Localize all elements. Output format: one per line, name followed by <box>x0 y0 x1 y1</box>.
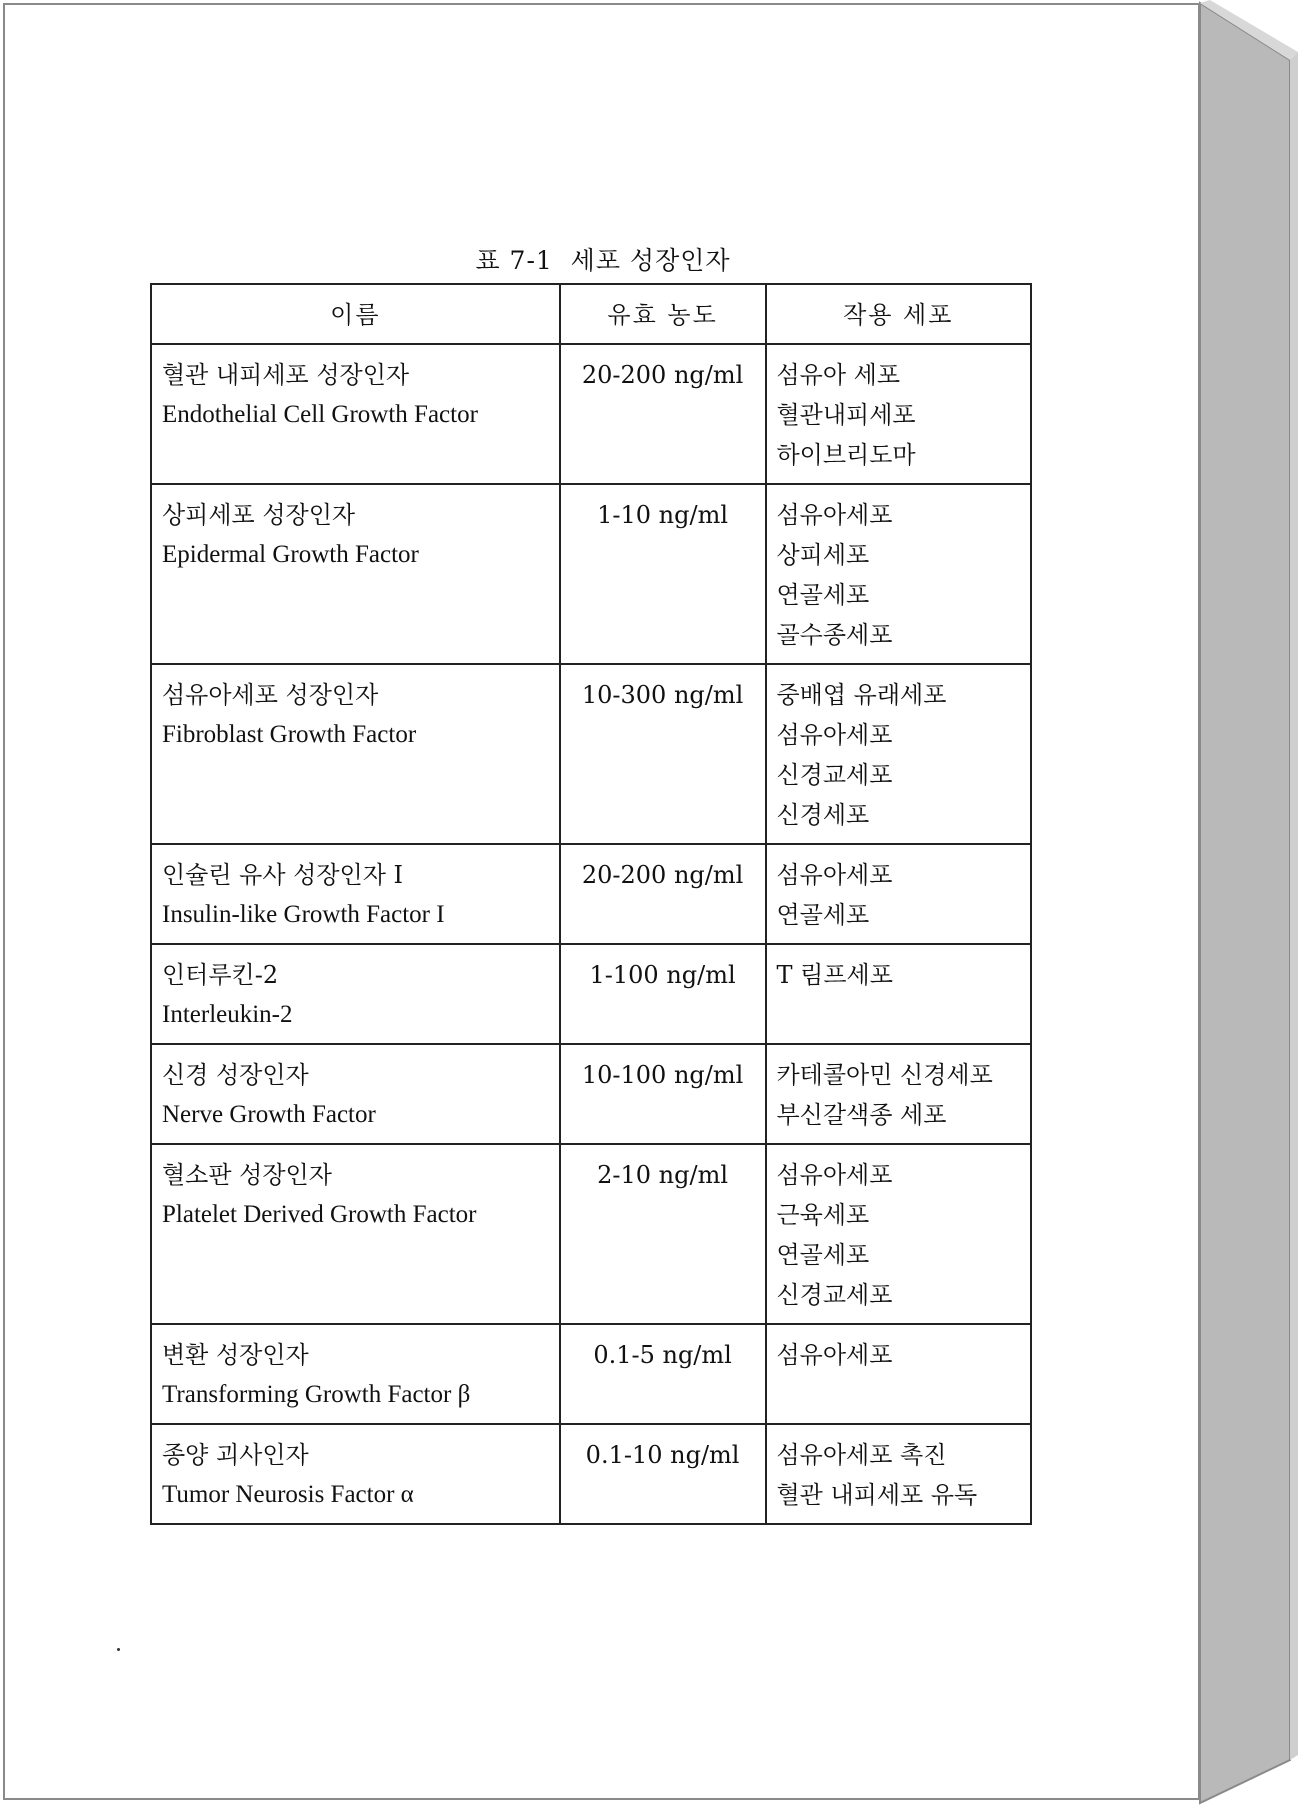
table-row <box>151 844 1031 944</box>
target-cells-cell <box>766 844 1032 944</box>
table-row <box>151 1144 1031 1324</box>
target-cell-item: 신경교세포 <box>776 761 893 789</box>
target-cell-item: 상피세포 <box>776 541 870 569</box>
factor-name-cell <box>151 1044 560 1144</box>
factor-name-korean: 섬유아세포 성장인자 <box>162 681 379 709</box>
target-cell-item: 연골세포 <box>776 581 870 609</box>
table-body <box>151 344 1031 1524</box>
effective-concentration: 0.1-5 ng/ml <box>560 1324 766 1424</box>
target-cell-item: 신경교세포 <box>776 1281 893 1309</box>
table-row <box>151 484 1031 664</box>
target-cell-item: 섬유아세포 <box>776 861 893 889</box>
target-cell-item: 부신갈색종 세포 <box>776 1101 947 1129</box>
table-row <box>151 664 1031 844</box>
target-cell-item: 하이브리도마 <box>776 441 916 469</box>
target-cell-item: 중배엽 유래세포 <box>776 681 947 709</box>
target-cell-item: 근육세포 <box>776 1201 870 1229</box>
table-row <box>151 344 1031 484</box>
growth-factor-table <box>150 283 1032 1525</box>
target-cells-cell <box>766 1144 1032 1324</box>
target-cell-item: 섬유아세포 <box>776 721 893 749</box>
factor-name-korean: 혈관 내피세포 성장인자 <box>162 361 410 389</box>
target-cells-cell <box>766 344 1032 484</box>
effective-concentration: 20-200 ng/ml <box>560 344 766 484</box>
factor-name-english: Insulin-like Growth Factor I <box>162 901 445 928</box>
effective-concentration: 10-300 ng/ml <box>560 664 766 844</box>
target-cell-item: 신경세포 <box>776 801 870 829</box>
target-cell-item: 혈관내피세포 <box>776 401 916 429</box>
speck <box>117 1648 120 1651</box>
factor-name-english: Fibroblast Growth Factor <box>162 721 417 748</box>
factor-name-korean: 종양 괴사인자 <box>162 1441 309 1469</box>
target-cells-cell <box>766 1044 1032 1144</box>
factor-name-korean: 인터루킨-2 <box>162 961 279 989</box>
header-target-cells: 작용 세포 <box>766 284 1032 344</box>
factor-name-cell <box>151 944 560 1044</box>
target-cell-item: 섬유아세포 <box>776 501 893 529</box>
target-cells-cell <box>766 1324 1032 1424</box>
factor-name-cell <box>151 344 560 484</box>
table-caption: 표 7-1 세포 성장인자 <box>475 246 731 275</box>
effective-concentration: 1-10 ng/ml <box>560 484 766 664</box>
factor-name-cell <box>151 1424 560 1524</box>
table-row <box>151 944 1031 1044</box>
target-cell-item: 섬유아세포 <box>776 1161 893 1189</box>
page-stack-edge <box>1198 0 1304 1806</box>
target-cell-item: 연골세포 <box>776 901 870 929</box>
table-header-row <box>151 284 1031 344</box>
target-cell-item: T 림프세포 <box>776 961 893 989</box>
target-cells-cell <box>766 944 1032 1044</box>
factor-name-korean: 혈소판 성장인자 <box>162 1161 332 1189</box>
header-name: 이름 <box>151 284 560 344</box>
target-cell-item: 혈관 내피세포 유독 <box>776 1481 978 1509</box>
factor-name-cell <box>151 484 560 664</box>
target-cell-item: 섬유아세포 <box>776 1341 893 1369</box>
target-cells-cell <box>766 484 1032 664</box>
factor-name-english: Tumor Neurosis Factor α <box>162 1481 414 1508</box>
target-cell-item: 섬유아 세포 <box>776 361 901 389</box>
table-row <box>151 1424 1031 1524</box>
effective-concentration: 10-100 ng/ml <box>560 1044 766 1144</box>
target-cell-item: 섬유아세포 촉진 <box>776 1441 947 1469</box>
factor-name-korean: 상피세포 성장인자 <box>162 501 356 529</box>
target-cells-cell <box>766 664 1032 844</box>
target-cell-item: 연골세포 <box>776 1241 870 1269</box>
factor-name-english: Platelet Derived Growth Factor <box>162 1201 477 1228</box>
target-cell-item: 골수종세포 <box>776 621 893 649</box>
factor-name-cell <box>151 664 560 844</box>
factor-name-korean: 신경 성장인자 <box>162 1061 309 1089</box>
effective-concentration: 0.1-10 ng/ml <box>560 1424 766 1524</box>
effective-concentration: 2-10 ng/ml <box>560 1144 766 1324</box>
factor-name-cell <box>151 1324 560 1424</box>
effective-concentration: 20-200 ng/ml <box>560 844 766 944</box>
factor-name-english: Nerve Growth Factor <box>162 1101 376 1128</box>
header-concentration: 유효 농도 <box>560 284 766 344</box>
table-row <box>151 1324 1031 1424</box>
factor-name-english: Transforming Growth Factor β <box>162 1381 471 1408</box>
factor-name-cell <box>151 844 560 944</box>
factor-name-cell <box>151 1144 560 1324</box>
factor-name-korean: 변환 성장인자 <box>162 1341 309 1369</box>
target-cell-item: 카테콜아민 신경세포 <box>776 1061 993 1089</box>
table-row <box>151 1044 1031 1144</box>
target-cells-cell <box>766 1424 1032 1524</box>
factor-name-english: Epidermal Growth Factor <box>162 541 419 568</box>
factor-name-english: Endothelial Cell Growth Factor <box>162 401 478 428</box>
factor-name-english: Interleukin-2 <box>162 1001 293 1028</box>
factor-name-korean: 인슐린 유사 성장인자 I <box>162 861 404 889</box>
effective-concentration: 1-100 ng/ml <box>560 944 766 1044</box>
